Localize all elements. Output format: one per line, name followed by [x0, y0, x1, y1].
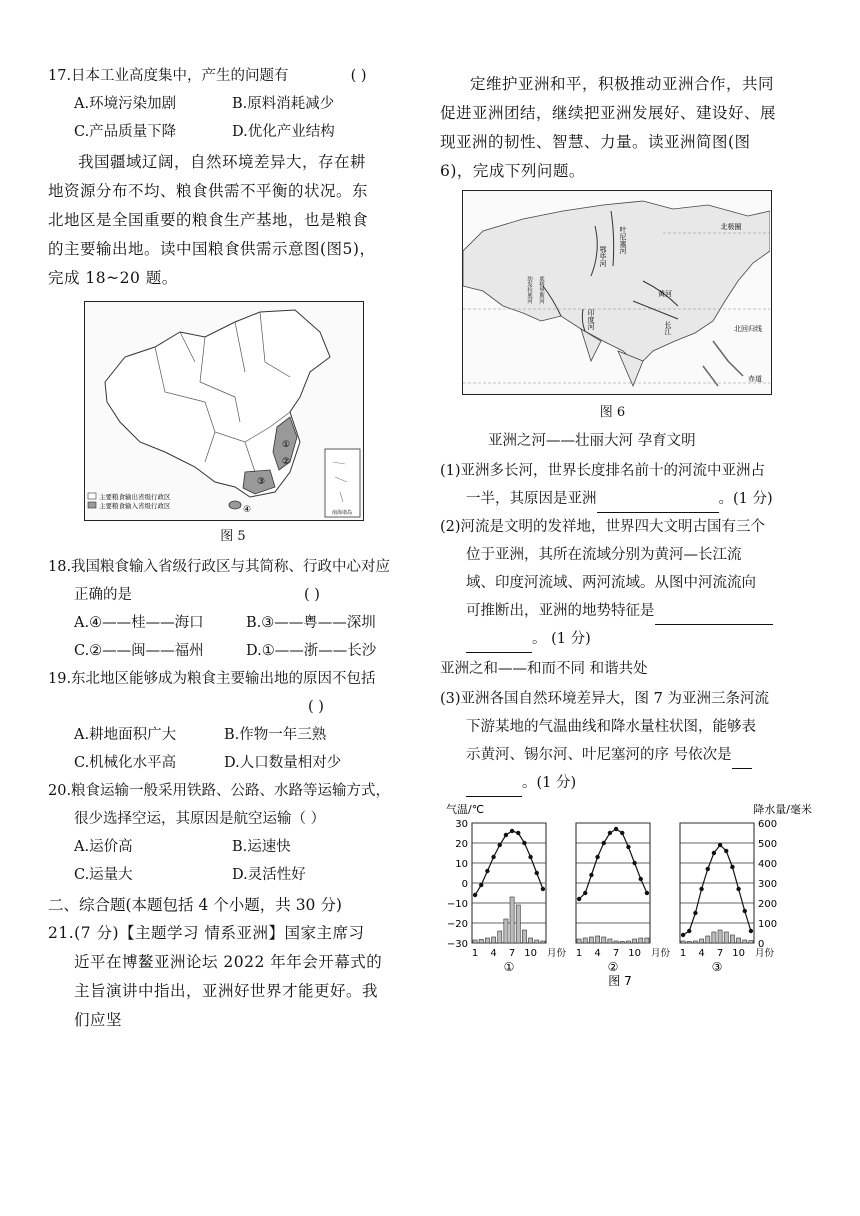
precip-bar: [626, 941, 630, 943]
q20-option-b: B.运速快: [232, 839, 291, 855]
temp-tick-label: 0: [461, 879, 468, 890]
precip-bar: [473, 940, 477, 943]
right-column: [440, 70, 815, 995]
q17-option-b: B.原料消耗减少: [232, 96, 335, 112]
month-tick-label: 1: [471, 948, 479, 959]
precip-bar: [596, 936, 600, 943]
q21-line: 们应坚: [74, 1011, 123, 1029]
temp-point: [608, 831, 612, 835]
temp-point: [504, 833, 508, 837]
precip-bar: [504, 919, 508, 943]
asia-map-graphic: [463, 191, 770, 393]
month-tick-label: 4: [490, 948, 497, 959]
q20-option-c: C.运量大: [74, 867, 133, 883]
precip-bar: [485, 938, 489, 943]
precip-bar: [633, 939, 637, 943]
temp-point: [583, 891, 587, 895]
p2-answer-blank-1[interactable]: [655, 607, 773, 625]
month-tick-label: 10: [524, 948, 537, 959]
arctic-circle-label: 北极圈: [720, 223, 742, 231]
temp-point: [491, 855, 495, 859]
precip-tick-label: 600: [758, 819, 778, 830]
temp-point: [595, 855, 599, 859]
temp-point: [620, 831, 624, 835]
month-unit-label: 月份: [547, 948, 567, 959]
temp-point: [743, 909, 747, 913]
p3-answer-blank-1[interactable]: [732, 751, 752, 769]
temp-point: [535, 871, 539, 875]
p3-line: (3)亚洲各国自然环境差异大，图 7 为亚洲三条河流: [440, 691, 769, 707]
temp-axis-label: 气温/℃: [446, 803, 485, 816]
p2-line: (2)河流是文明的发祥地，世界四大文明古国有三个: [440, 519, 766, 535]
precip-bar: [700, 939, 704, 943]
temp-point: [687, 929, 691, 933]
precip-bar: [479, 939, 483, 943]
legend-export: 主要粮食输出省级行政区: [99, 493, 171, 501]
temp-point: [718, 843, 722, 847]
precip-bar: [737, 938, 741, 943]
q17-text: 17.日本工业高度集中，产生的问题有: [48, 68, 289, 84]
intro-line: 北地区是全国重要的粮食生产基地，也是粮食: [48, 211, 369, 229]
q21-paragraph: [48, 919, 418, 1035]
month-tick-label: 1: [575, 948, 583, 959]
q19-stem: 19.东北地区能够成为粮食主要输出地的原因不包括: [48, 671, 376, 687]
figure-6-asia-map: [462, 190, 772, 395]
p2-answer-blank-2[interactable]: [466, 635, 532, 653]
yenisei-river-label: 叶尼塞河: [619, 226, 627, 254]
temp-tick-labels: [447, 819, 468, 950]
q21-continuation: [440, 70, 815, 186]
intro-line: 完成 18~20 题。: [48, 269, 178, 287]
month-tick-label: 7: [716, 948, 724, 959]
temp-point: [706, 867, 710, 871]
q18-options-row2: [48, 637, 418, 665]
subsection-rivers-heading: 亚洲之河——壮丽大河 孕育文明: [488, 433, 696, 449]
temp-point: [498, 843, 502, 847]
precip-bar: [516, 905, 520, 943]
month-unit-label: 月份: [755, 948, 775, 959]
temp-tick-label: −30: [446, 939, 468, 950]
q20-options-row2: [48, 861, 418, 889]
p1-line1: (1)亚洲多长河，世界长度排名前十的河流中亚洲占: [440, 463, 766, 479]
q17-stem: [48, 62, 418, 90]
q20-stem-line1: 20.粮食运输一般采用铁路、公路、水路等运输方式，: [48, 783, 391, 799]
intro-line: 的主要输出地。读中国粮食供需示意图(图5)，: [48, 240, 376, 258]
p1-score: 。(1 分): [718, 491, 773, 507]
figure-7-caption: 图 7: [608, 974, 632, 988]
precip-bar: [693, 941, 697, 943]
precip-bar: [724, 932, 728, 943]
q21-line: 近平在博鳌亚洲论坛 2022 年年会开幕式的: [74, 953, 383, 971]
cont-line: 促进亚洲团结，继续把亚洲发展好、建设好、展: [440, 104, 777, 122]
temp-point: [645, 891, 649, 895]
precip-axis-label: 降水量/毫米: [753, 803, 812, 816]
month-tick-label: 10: [628, 948, 641, 959]
climate-panel-2: [576, 823, 671, 974]
indus-river-label: 印度河: [587, 309, 595, 330]
p3-line: 下游某地的气温曲线和降水量柱状图，能够表: [466, 719, 756, 735]
temp-point: [479, 883, 483, 887]
temp-point: [699, 887, 703, 891]
china-map-graphic: [85, 302, 362, 519]
left-column: [48, 62, 418, 1035]
temp-point: [626, 845, 630, 849]
precip-bar: [645, 938, 649, 943]
precip-tick-label: 100: [758, 919, 778, 930]
figure-5-china-map: [84, 301, 364, 521]
precip-bar: [608, 939, 612, 943]
q19-answer-line: [48, 693, 418, 721]
q19-option-c: C.机械化水平高: [74, 755, 177, 771]
subsection-harmony-heading: 亚洲之和——和而不同 和谐共处: [440, 661, 648, 677]
figure-7-climate-charts: [440, 801, 815, 991]
month-tick-label: 10: [732, 948, 745, 959]
intro-paragraph: [48, 148, 418, 293]
equator-label: 赤道: [748, 375, 762, 383]
q17-answer-paren: ( ): [350, 68, 367, 84]
precip-tick-label: 200: [758, 899, 778, 910]
temp-point: [730, 865, 734, 869]
precip-bar: [541, 941, 545, 943]
temp-point: [522, 841, 526, 845]
temp-point: [736, 887, 740, 891]
cont-line: 6)，完成下列问题。: [440, 162, 585, 180]
temp-point: [681, 933, 685, 937]
ob-river-label: 鄂毕河: [599, 246, 607, 267]
q17-option-c: C.产品质量下降: [74, 124, 177, 140]
p2-text: 可推断出，亚洲的地势特征是: [466, 603, 655, 619]
map-marker-4: ④: [242, 505, 252, 515]
precip-bar: [510, 897, 514, 943]
p1-answer-blank[interactable]: [597, 495, 719, 513]
month-tick-label: 7: [508, 948, 516, 959]
month-tick-label: 4: [698, 948, 705, 959]
yangtze-river-label: 长江: [664, 321, 672, 335]
month-tick-label: 1: [679, 948, 687, 959]
p1-text: 一半，其原因是亚洲: [466, 491, 597, 507]
q17-options-row1: [48, 90, 418, 118]
precip-bar: [529, 938, 533, 943]
legend-import: 主要粮食输入省级行政区: [99, 502, 171, 510]
q20-options-row1: [48, 833, 418, 861]
panel-label: ③: [711, 960, 723, 974]
temp-point: [589, 873, 593, 877]
temp-point: [577, 897, 581, 901]
p3-line: [440, 741, 815, 769]
q18-answer-paren: ( ): [304, 587, 320, 603]
q19-option-d: D.人口数量相对少: [224, 755, 342, 771]
temp-point: [639, 877, 643, 881]
q21-line: 主旨演讲中指出，亚洲好世界才能更好。我: [74, 982, 379, 1000]
temp-point: [602, 841, 606, 845]
temp-point: [724, 849, 728, 853]
q20-stem-line2: 很少选择空运，其原因是航空运输（ ）: [74, 811, 326, 827]
precip-bar: [718, 930, 722, 943]
precip-bar: [492, 937, 496, 943]
month-tick-label: 4: [594, 948, 601, 959]
precip-tick-label: 0: [758, 939, 765, 950]
precip-bar: [583, 938, 587, 943]
south-sea-inset-label: 南海诸岛: [331, 510, 353, 516]
intro-line: 地资源分布不均、粮食供需不平衡的状况。东: [48, 182, 369, 200]
temp-point: [485, 869, 489, 873]
precip-bar: [498, 931, 502, 943]
precip-bar: [730, 935, 734, 943]
q20-option-a: A.运价高: [74, 839, 133, 855]
temp-tick-label: 10: [455, 859, 468, 870]
q17-option-d: D.优化产业结构: [232, 124, 335, 140]
p1-line2: [440, 485, 815, 513]
climate-panel-1: [472, 823, 567, 974]
temp-point: [632, 861, 636, 865]
q18-option-b: B.③——粤——深圳: [246, 615, 376, 631]
temp-point: [473, 893, 477, 897]
euphrates-river-label: 幼发拉底河: [526, 276, 532, 304]
temp-point: [749, 929, 753, 933]
precip-bar: [743, 940, 747, 943]
temp-point: [541, 887, 545, 891]
q18-options-row1: [48, 609, 418, 637]
month-unit-label: 月份: [651, 948, 671, 959]
temp-tick-label: −20: [446, 919, 468, 930]
q21-line: 21.(7 分)【主题学习 情系亚洲】国家主席习: [48, 924, 365, 942]
cont-line: 现亚洲的韧性、智慧、力量。读亚洲简图(图: [440, 133, 751, 151]
precip-tick-labels: [758, 819, 777, 950]
yellow-river-label: 黄河: [658, 290, 672, 298]
q18-text: 正确的是: [74, 587, 132, 603]
figure-5-caption: 图 5: [220, 529, 246, 544]
precip-bar: [620, 941, 624, 943]
temp-point: [516, 831, 520, 835]
p2-line: [440, 625, 815, 653]
p2-line: 域、印度河流域、两河流域。从图中河流流向: [466, 575, 756, 591]
precip-bar: [687, 941, 691, 943]
p3-answer-blank-2[interactable]: [466, 779, 522, 797]
panel-label: ②: [607, 960, 619, 974]
q19-option-a: A.耕地面积广大: [74, 727, 177, 743]
temp-tick-label: 20: [455, 839, 468, 850]
map-marker-2: ②: [281, 457, 291, 467]
p2-line: 位于亚洲，其所在流域分别为黄河—长江流: [466, 547, 742, 563]
tigris-river-label: 底格里斯河: [538, 276, 544, 304]
precip-bar: [749, 941, 753, 943]
q18-option-a: A.④——桂——海口: [74, 615, 204, 631]
p3-score: 。(1 分): [522, 775, 577, 791]
precip-tick-label: 400: [758, 859, 778, 870]
temp-tick-label: −10: [446, 899, 468, 910]
q17-options-row2: [48, 118, 418, 146]
panel-label: ①: [503, 960, 515, 974]
temp-point: [528, 855, 532, 859]
q19-options-row1: [48, 721, 418, 749]
precip-bar: [614, 941, 618, 943]
q19-answer-paren: ( ): [308, 699, 324, 715]
q20-option-d: D.灵活性好: [232, 867, 306, 883]
precip-bar: [589, 937, 593, 943]
q18-stem-line2: [48, 581, 418, 609]
precip-bar: [535, 940, 539, 943]
p2-line: [440, 597, 815, 625]
p3-text: 示黄河、锡尔河、叶尼塞河的序 号依次是: [466, 747, 732, 763]
climate-panels: [471, 823, 778, 974]
precip-bar: [602, 937, 606, 943]
q19-option-b: B.作物一年三熟: [224, 727, 327, 743]
map-marker-3: ③: [256, 477, 266, 487]
precip-bar: [712, 932, 716, 943]
temp-point: [510, 829, 514, 833]
precip-tick-label: 500: [758, 839, 778, 850]
tropic-label: 北回归线: [734, 325, 762, 333]
temp-point: [693, 911, 697, 915]
section-2-heading: 二、综合题(本题包括 4 个小题，共 30 分): [48, 896, 342, 914]
precip-bar: [639, 938, 643, 943]
q17-option-a: A.环境污染加剧: [74, 96, 177, 112]
month-tick-label: 7: [612, 948, 620, 959]
temp-tick-label: 30: [455, 819, 468, 830]
q18-option-d: D.①——浙——长沙: [246, 643, 377, 659]
precip-bar: [681, 941, 685, 943]
p3-line: [440, 769, 815, 797]
cont-line: 定维护亚洲和平，积极推动亚洲合作，共同: [470, 75, 775, 93]
precip-bar: [522, 930, 526, 943]
q18-option-c: C.②——闽——福州: [74, 643, 204, 659]
q19-options-row2: [48, 749, 418, 777]
q18-stem-line1: 18.我国粮食输入省级行政区与其简称、行政中心对应: [48, 559, 391, 575]
precip-bar: [706, 936, 710, 943]
temp-point: [614, 827, 618, 831]
p2-score: 。 (1 分): [532, 631, 591, 647]
figure-6-caption: 图 6: [599, 405, 626, 420]
temp-point: [712, 851, 716, 855]
intro-line: 我国疆域辽阔，自然环境差异大，存在耕: [78, 153, 367, 171]
map-marker-1: ①: [281, 440, 291, 450]
precip-bar: [577, 939, 581, 943]
precip-tick-label: 300: [758, 879, 778, 890]
